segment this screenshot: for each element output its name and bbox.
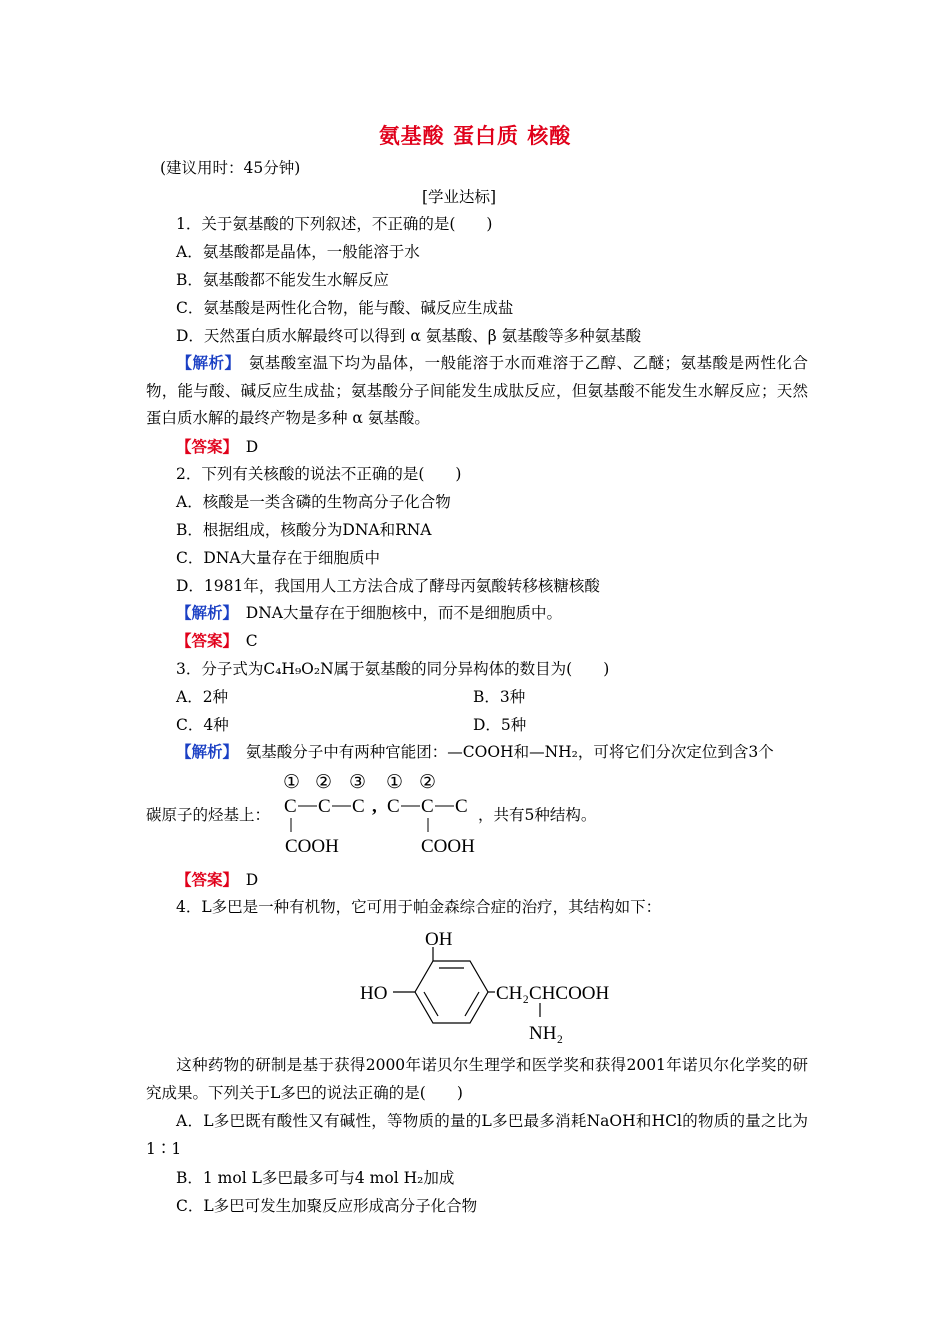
separator: , <box>372 796 377 817</box>
pos-2: ② <box>315 772 333 793</box>
q1-option-c: C．氨基酸是两性化合物，能与酸、碱反应生成盐 <box>176 299 514 317</box>
carbon: C <box>387 796 400 817</box>
q2-option-a: A．核酸是一类含磷的生物高分子化合物 <box>176 493 451 511</box>
answer-tag: 【答案】 <box>176 437 231 456</box>
q4-text-content: 这种药物的研制是基于获得2000年诺贝尔生理学和医学奖和获得2001年诺贝尔化学奖的研究成果。下列关于L多巴的说法正确的是( ) <box>146 1056 808 1102</box>
q2-analysis-text: DNA大量存在于细胞核中，而不是细胞质中。 <box>245 604 562 622</box>
q1-stem: 1．关于氨基酸的下列叙述，不正确的是( ) <box>176 215 493 233</box>
analysis-tag: 【解析】 <box>176 603 231 622</box>
q4-option-a <box>146 1108 808 1163</box>
q4-option-c: C．L多巴可发生加聚反应形成高分子化合物 <box>176 1197 478 1215</box>
q4-stem: 4．L多巴是一种有机物，它可用于帕金森综合症的治疗，其结构如下： <box>176 898 662 916</box>
q1-analysis <box>146 349 808 433</box>
q1-option-d: D．天然蛋白质水解最终可以得到 α 氨基酸、β 氨基酸等多种氨基酸 <box>176 327 642 345</box>
q2-option-b: B．根据组成，核酸分为DNA和RNA <box>176 521 432 539</box>
q3-analysis-end: ，共有5种结构。 <box>478 806 597 824</box>
answer-tag: 【答案】 <box>176 870 231 889</box>
q2-analysis <box>176 603 562 623</box>
cooh-group: COOH <box>285 836 339 857</box>
section-heading: [学业达标] <box>422 188 497 206</box>
q3-analysis <box>176 742 774 762</box>
q3-option-a: A．2种 <box>176 688 229 706</box>
pos-2: ② <box>419 772 437 793</box>
pos-3: ③ <box>349 772 367 793</box>
q2-stem: 2．下列有关核酸的说法不正确的是( ) <box>176 465 462 483</box>
q3-option-d: D．5种 <box>473 716 527 734</box>
q4-text <box>146 1052 808 1107</box>
q3-answer <box>176 870 258 890</box>
q3-option-b: B．3种 <box>473 688 526 706</box>
q4-option-a-text: A．L多巴既有酸性又有碱性，等物质的量的L多巴最多消耗NaOH和HCl的物质的量之比为1∶1 <box>146 1112 808 1158</box>
answer-tag: 【答案】 <box>176 631 231 650</box>
pos-1: ① <box>386 772 404 793</box>
q1-answer-value: D <box>245 438 259 456</box>
q1-answer <box>176 437 258 457</box>
analysis-tag: 【解析】 <box>176 742 231 761</box>
oh-top: OH <box>425 929 453 950</box>
q4-option-b: B．1 mol L多巴最多可与4 mol H₂加成 <box>176 1169 455 1187</box>
carbon: C <box>352 796 365 817</box>
carbon: C <box>455 796 468 817</box>
q2-option-d: D．1981年，我国用人工方法合成了酵母丙氨酸转移核糖核酸 <box>176 577 600 595</box>
q2-answer <box>176 631 258 651</box>
pos-1: ① <box>283 772 301 793</box>
q1-analysis-text: 氨基酸室温下均为晶体，一般能溶于水而难溶于乙醇、乙醚；氨基酸是两性化合物，能与酸、碱反应生成盐；氨基酸分子间能发生成肽反应，但氨基酸不能发生水解反应；天然蛋白质水解的最终产物是多种 α 氨基酸。 <box>146 354 808 427</box>
carbon: C <box>284 796 297 817</box>
page-title: 氨基酸 蛋白质 核酸 <box>378 123 572 148</box>
q3-stem: 3．分子式为C₄H₉O₂N属于氨基酸的同分异构体的数目为( ) <box>176 660 610 678</box>
ho-left: HO <box>360 983 388 1004</box>
analysis-tag: 【解析】 <box>176 353 233 372</box>
q3-answer-value: D <box>245 871 259 889</box>
time-hint: (建议用时：45分钟) <box>160 159 301 177</box>
carbon: C <box>318 796 331 817</box>
q3-analysis-cont: 碳原子的烃基上： <box>146 806 271 824</box>
q3-option-c: C．4种 <box>176 716 229 734</box>
nh2-group: NH₂ <box>529 1023 564 1044</box>
side-chain: CH₂CHCOOH <box>496 983 610 1004</box>
q1-option-b: B．氨基酸都不能发生水解反应 <box>176 271 389 289</box>
q2-answer-value: C <box>245 632 258 650</box>
q3-structures <box>278 770 488 860</box>
q2-option-c: C．DNA大量存在于细胞质中 <box>176 549 381 567</box>
q1-option-a: A．氨基酸都是晶体，一般能溶于水 <box>176 243 420 261</box>
q3-analysis-text: 氨基酸分子中有两种官能团：—COOH和—NH₂，可将它们分次定位到含3个 <box>245 743 774 761</box>
l-dopa-structure <box>355 925 635 1050</box>
cooh-group: COOH <box>421 836 475 857</box>
carbon: C <box>421 796 434 817</box>
